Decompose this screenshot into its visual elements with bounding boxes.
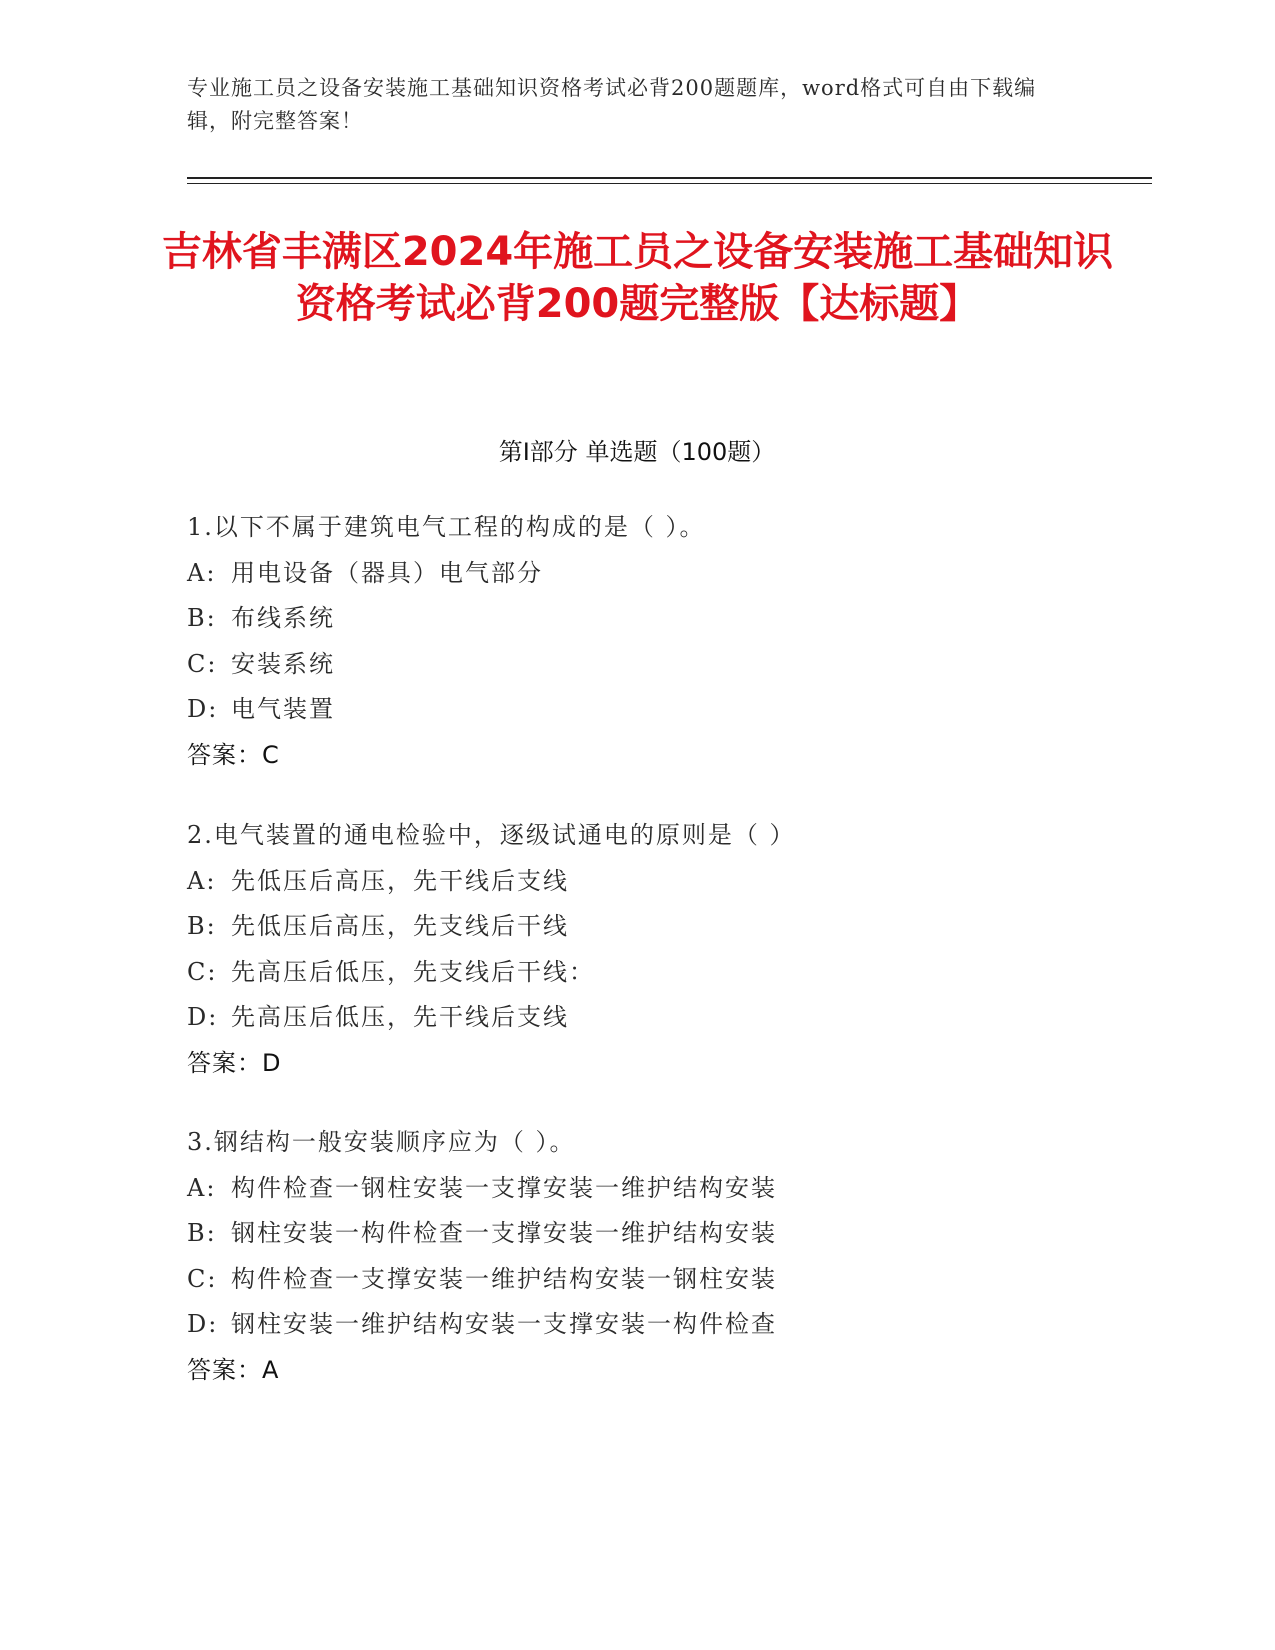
option-text: 电气装置: [231, 695, 335, 723]
header-note: 专业施工员之设备安装施工基础知识资格考试必背200题题库，word格式可自由下载编辑，附完整答案！: [187, 76, 1037, 133]
question-3: [187, 1120, 1087, 1393]
option-key: C:: [187, 957, 218, 986]
option-b: [187, 596, 1087, 642]
option-key: B:: [187, 912, 217, 940]
option-key: D:: [187, 1310, 219, 1338]
header-divider-thin: [187, 183, 1152, 184]
option-d: [187, 995, 1087, 1041]
option-text: 先高压后低压，先干线后支线: [231, 1003, 569, 1031]
document-title: 吉林省丰满区2024年施工员之设备安装施工基础知识资格考试必背200题完整版【达标题】: [161, 229, 1114, 327]
option-c: [187, 950, 1087, 996]
option-text: 先高压后低压，先支线后干线：: [231, 957, 595, 986]
option-text: 钢柱安装一构件检查一支撑安装一维护结构安装: [231, 1219, 777, 1247]
option-d: [187, 1302, 1087, 1348]
option-key: B:: [187, 604, 217, 632]
option-key: D:: [187, 1003, 219, 1031]
option-key: C:: [187, 649, 218, 678]
option-key: A:: [187, 866, 217, 895]
option-d: [187, 687, 1087, 733]
option-a: [187, 1166, 1087, 1212]
question-1: [187, 505, 1087, 778]
option-key: D:: [187, 695, 219, 723]
option-a: [187, 551, 1087, 597]
option-text: 先低压后高压，先支线后干线: [231, 912, 569, 940]
option-b: [187, 904, 1087, 950]
option-text: 构件检查一支撑安装一维护结构安装一钢柱安装: [231, 1264, 777, 1293]
option-b: [187, 1211, 1087, 1257]
option-a: [187, 859, 1087, 905]
option-key: A:: [187, 1173, 217, 1202]
option-c: [187, 1257, 1087, 1303]
answer: 答案：A: [187, 1355, 280, 1384]
option-text: 构件检查一钢柱安装一支撑安装一维护结构安装: [231, 1173, 777, 1202]
option-text: 先低压后高压，先干线后支线: [231, 866, 569, 895]
option-text: 布线系统: [231, 604, 335, 632]
header-divider-thick: [187, 177, 1152, 179]
question-stem: 2.电气装置的通电检验中，逐级试通电的原则是（ ）: [187, 821, 796, 849]
section-heading: 第Ⅰ部分 单选题（100题）: [498, 438, 776, 466]
answer: 答案：C: [187, 740, 280, 769]
answer: 答案：D: [187, 1048, 282, 1077]
question-2: [187, 813, 1087, 1086]
option-text: 钢柱安装一维护结构安装一支撑安装一构件检查: [231, 1310, 777, 1338]
option-text: 用电设备（器具）电气部分: [231, 558, 543, 587]
question-stem: 3.钢结构一般安装顺序应为（ ）。: [187, 1128, 576, 1156]
option-key: A:: [187, 558, 217, 587]
question-stem: 1.以下不属于建筑电气工程的构成的是（ ）。: [187, 513, 706, 541]
option-c: [187, 642, 1087, 688]
option-key: C:: [187, 1264, 218, 1293]
option-key: B:: [187, 1219, 217, 1247]
option-text: 安装系统: [231, 649, 335, 678]
